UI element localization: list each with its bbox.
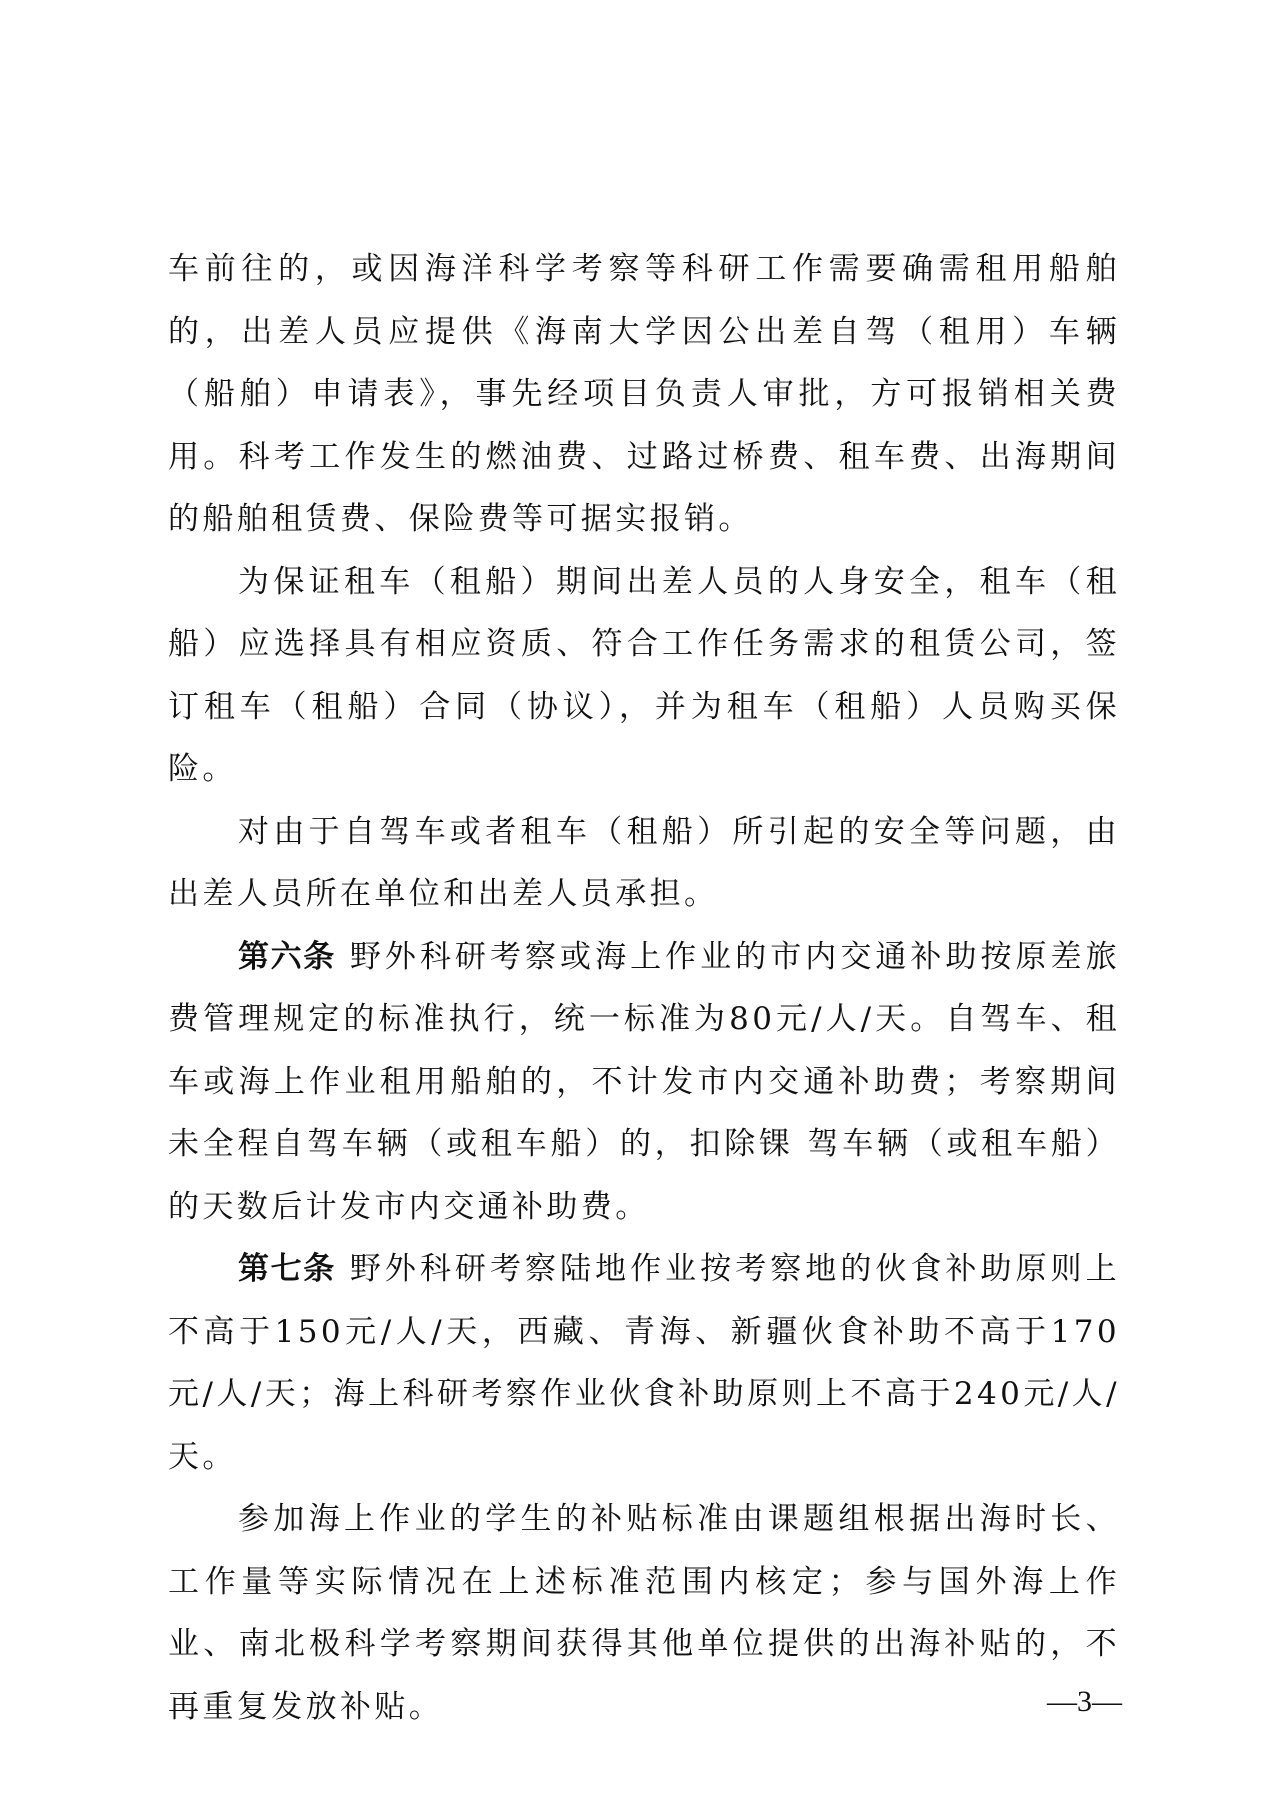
paragraph-text: 参加海上作业的学生的补贴标准由课题组根据出海时长、工作量等实际情况在上述标准范围内核定；参与国外海上作业、南北极科学考察期间获得其他单位提供的出海补贴的，不再重复发放补贴。 [168,1501,1120,1725]
paragraph-continuation [168,238,1120,551]
paragraph-rental-safety [168,551,1120,801]
page-number: —3— [1047,1685,1122,1718]
paragraph-article-seven [168,1238,1120,1488]
paragraph-text: 为保证租车（租船）期间出差人员的人身安全，租车（租船）应选择具有相应资质、符合工作任务需求的租赁公司，签订租车（租船）合同（协议），并为租车（租船）人员购买保险。 [168,563,1120,787]
article-heading: 第七条 [238,1251,336,1287]
paragraph-student-subsidy [168,1488,1120,1738]
article-heading: 第六条 [238,938,336,975]
paragraph-text: 野外科研考察陆地作业按考察地的伙食补助原则上不高于150元/人/天，西藏、青海、新疆伙食补助不高于170元/人/天；海上科研考察作业伙食补助原则上不高于240元/人/天。 [168,1251,1120,1475]
paragraph-article-six [168,926,1120,1239]
paragraph-text: 车前往的，或因海洋科学考察等科研工作需要确需租用船舶的，出差人员应提供《海南大学因公出差自驾（租用）车辆（船舶）申请表》，事先经项目负责人审批，方可报销相关费用。科考工作发生的燃油费、过路过桥费、租车费、出海期间的船舶租赁费、保险费等可据实报销。 [168,251,1120,537]
document-body [168,238,1120,1738]
paragraph-text: 野外科研考察或海上作业的市内交通补助按原差旅费管理规定的标准执行，统一标准为80元/人/天。自驾车、租车或海上作业租用船舶的，不计发市内交通补助费；考察期间未全程自驾车辆（或租车船）的，扣除锞 驾车辆（或租车船）的天数后计发市内交通补助费。 [168,938,1120,1225]
paragraph-text: 对由于自驾车或者租车（租船）所引起的安全等问题，由出差人员所在单位和出差人员承担。 [168,813,1120,912]
paragraph-liability [168,801,1120,926]
